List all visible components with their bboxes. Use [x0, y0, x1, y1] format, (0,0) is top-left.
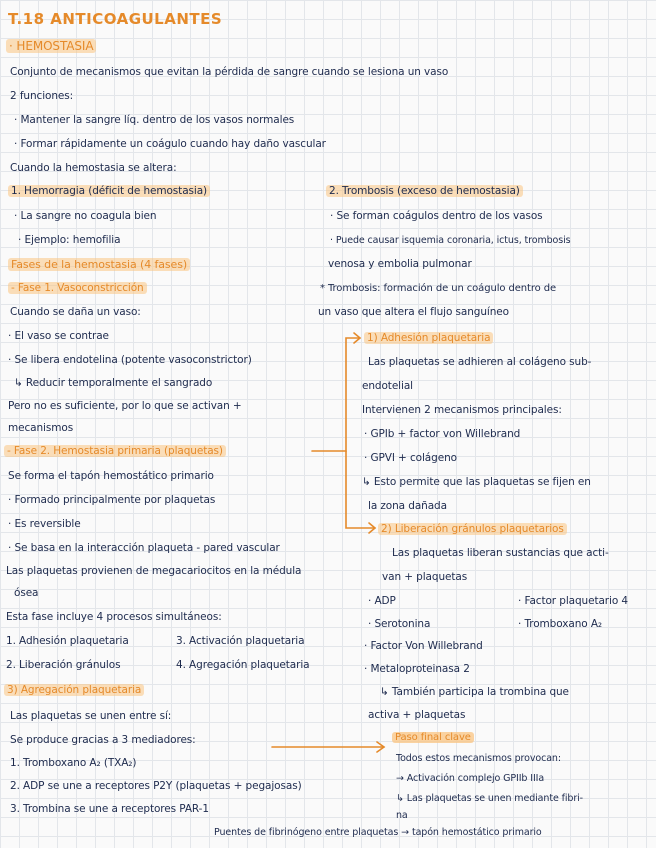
- adhesion-text: Las plaquetas se adhieren al colágeno sub-: [368, 356, 592, 368]
- adhesion-text: la zona dañada: [368, 500, 447, 512]
- thrombosis-item: venosa y embolia pulmonar: [328, 258, 472, 270]
- phase2-text: Esta fase incluye 4 procesos simultáneos:: [6, 611, 222, 623]
- hemorrhage-heading: 1. Hemorragia (déficit de hemostasia): [8, 185, 210, 198]
- phase1-text: mecanismos: [8, 422, 74, 434]
- final-step-heading: Paso final clave: [392, 731, 474, 744]
- release-heading: 2) Liberación gránulos plaquetarios: [378, 523, 567, 536]
- phase1-text: ↳ Reducir temporalmente el sangrado: [14, 377, 213, 389]
- release-text: ↳ También participa la trombina que: [380, 686, 569, 698]
- aggregation-text: Se produce gracias a 3 mediadores:: [10, 734, 196, 746]
- aggregation-text: Las plaquetas se unen entre sí:: [10, 710, 172, 722]
- phase1-text: · Se libera endotelina (potente vasoconstrictor): [8, 354, 252, 366]
- bracket-arrow-icon: [312, 333, 375, 533]
- hemorrhage-item: · La sangre no coagula bien: [14, 210, 157, 222]
- adhesion-text: ↳ Esto permite que las plaquetas se fijen en: [362, 476, 591, 488]
- process-item: 4. Agregación plaquetaria: [176, 659, 310, 671]
- definition-text: Conjunto de mecanismos que evitan la pérdida de sangre cuando se lesiona un vaso: [10, 66, 449, 78]
- release-item: · Serotonina: [368, 618, 431, 630]
- release-text: activa + plaquetas: [368, 709, 466, 721]
- mediator-item: 1. Tromboxano A₂ (TXA₂): [10, 757, 137, 769]
- adhesion-text: Intervienen 2 mecanismos principales:: [362, 404, 562, 416]
- phase2-text: Se forma el tapón hemostático primario: [8, 470, 214, 482]
- phase1-text: Cuando se daña un vaso:: [10, 306, 141, 318]
- aggregation-heading: 3) Agregación plaquetaria: [4, 684, 144, 697]
- conclusion-text: Puentes de fibrinógeno entre plaquetas → tapón hemostático primario: [214, 827, 542, 838]
- final-step-text: ↳ Las plaquetas se unen mediante fibri-: [396, 793, 583, 804]
- process-item: 2. Liberación gránulos: [6, 659, 121, 671]
- final-step-text: → Activación complejo GPIIb IIIa: [396, 773, 545, 784]
- page-title: T.18 ANTICOAGULANTES: [8, 10, 223, 28]
- release-item: · ADP: [368, 595, 396, 607]
- thrombosis-item: · Puede causar isquemia coronaria, ictus, trombosis: [330, 235, 571, 246]
- phase2-heading: - Fase 2. Hemostasia primaria (plaquetas): [4, 445, 226, 458]
- functions-label: 2 funciones:: [10, 90, 74, 102]
- function-item: · Mantener la sangre líq. dentro de los vasos normales: [14, 114, 295, 126]
- phase2-text: ósea: [14, 587, 39, 599]
- release-item: · Metaloproteinasa 2: [364, 663, 470, 675]
- function-item: · Formar rápidamente un coágulo cuando hay daño vascular: [14, 138, 326, 150]
- release-item: · Factor plaquetario 4: [518, 595, 628, 607]
- phase2-text: Las plaquetas provienen de megacariocitos en la médula: [6, 565, 302, 577]
- hemorrhage-item: · Ejemplo: hemofilia: [18, 234, 121, 246]
- phase2-text: · Se basa en la interacción plaqueta - pared vascular: [8, 542, 280, 554]
- release-text: van + plaquetas: [382, 571, 468, 583]
- process-item: 3. Activación plaquetaria: [176, 635, 305, 647]
- adhesion-item: · GPVI + colágeno: [364, 452, 457, 464]
- release-item: · Factor Von Willebrand: [364, 640, 483, 652]
- right-arrow-icon: [272, 742, 384, 752]
- thrombosis-definition: * Trombosis: formación de un coágulo dentro de: [320, 283, 557, 294]
- mediator-item: 2. ADP se une a receptores P2Y (plaquetas + pegajosas): [10, 780, 302, 792]
- thrombosis-definition: un vaso que altera el flujo sanguíneo: [318, 306, 509, 318]
- phase1-heading: - Fase 1. Vasoconstricción: [8, 282, 147, 295]
- adhesion-text: endotelial: [362, 380, 413, 392]
- phase1-text: Pero no es suficiente, por lo que se activan +: [8, 400, 242, 412]
- phase2-text: · Formado principalmente por plaquetas: [8, 494, 216, 506]
- thrombosis-item: · Se forman coágulos dentro de los vasos: [330, 210, 543, 222]
- release-item: · Tromboxano A₂: [518, 618, 603, 630]
- phase2-text: · Es reversible: [8, 518, 81, 530]
- phase1-text: · El vaso se contrae: [8, 330, 109, 342]
- alteration-text: Cuando la hemostasia se altera:: [10, 162, 177, 174]
- thrombosis-heading: 2. Trombosis (exceso de hemostasia): [326, 185, 523, 198]
- adhesion-item: · GPIb + factor von Willebrand: [364, 428, 521, 440]
- mediator-item: 3. Trombina se une a receptores PAR-1: [10, 803, 209, 815]
- final-step-text: Todos estos mecanismos provocan:: [396, 753, 561, 764]
- phases-heading: Fases de la hemostasia (4 fases): [8, 258, 190, 271]
- final-step-text: na: [396, 810, 408, 821]
- release-text: Las plaquetas liberan sustancias que acti-: [392, 547, 609, 559]
- process-item: 1. Adhesión plaquetaria: [6, 635, 129, 647]
- hemostasia-heading: · HEMOSTASIA: [6, 40, 96, 53]
- adhesion-heading: 1) Adhesión plaquetaria: [364, 332, 493, 345]
